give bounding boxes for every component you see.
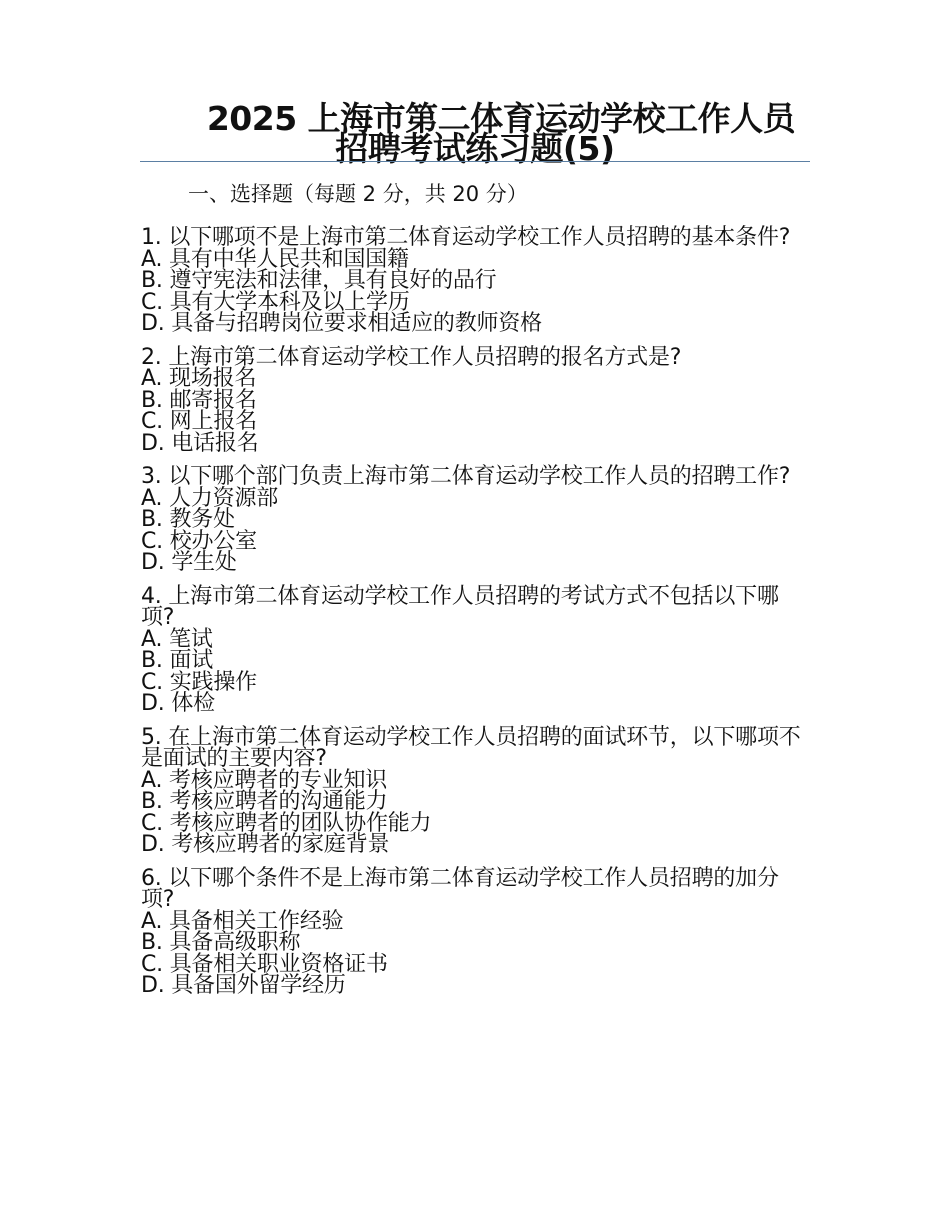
- option-c: C. 实践操作: [141, 669, 257, 695]
- document-title: [140, 99, 810, 168]
- question-text: 2. 上海市第二体育运动学校工作人员招聘的报名方式是?: [141, 344, 682, 370]
- question-3: [141, 466, 801, 574]
- option-b: B. 教务处: [141, 507, 235, 532]
- option-d: D. 体检: [141, 691, 215, 716]
- option-d: D. 具备国外留学经历: [141, 973, 346, 998]
- option-d: D. 电话报名: [141, 430, 259, 456]
- option-a: A. 现场报名: [141, 366, 257, 391]
- question-text: 4. 上海市第二体育运动学校工作人员招聘的考试方式不包括以下哪项?: [141, 583, 779, 630]
- title-line-2: 招聘考试练习题(5): [335, 129, 615, 168]
- option-d: D. 具备与招聘岗位要求相适应的教师资格: [141, 311, 542, 336]
- option-a: A. 笔试: [141, 626, 213, 652]
- question-5: [141, 724, 801, 857]
- option-b: B. 具备高级职称: [141, 930, 301, 955]
- option-a: A. 具有中华人民共和国国籍: [141, 246, 409, 272]
- option-c: C. 具备相关职业资格证书: [141, 951, 388, 977]
- option-b: B. 邮寄报名: [141, 387, 257, 413]
- option-d: D. 考核应聘者的家庭背景: [141, 832, 390, 857]
- option-a: A. 具备相关工作经验: [141, 908, 344, 934]
- option-c: C. 具有大学本科及以上学历: [141, 289, 410, 315]
- option-a: A. 人力资源部: [141, 485, 279, 511]
- title-underline-divider: [140, 161, 810, 162]
- question-1: [141, 227, 801, 335]
- option-b: B. 考核应聘者的沟通能力: [141, 789, 388, 814]
- section-heading: 一、选择题（每题 2 分，共 20 分）: [188, 182, 528, 206]
- question-2: [141, 344, 801, 456]
- question-text: 5. 在上海市第二体育运动学校工作人员招聘的面试环节，以下哪项不是面试的主要内容?: [141, 724, 801, 771]
- option-b: B. 面试: [141, 648, 214, 673]
- question-list: [141, 227, 801, 1009]
- question-text: 6. 以下哪个条件不是上海市第二体育运动学校工作人员招聘的加分项?: [141, 865, 779, 912]
- option-b: B. 遵守宪法和法律，具有良好的品行: [141, 268, 497, 293]
- question-text: 1. 以下哪项不是上海市第二体育运动学校工作人员招聘的基本条件?: [141, 225, 791, 250]
- option-a: A. 考核应聘者的专业知识: [141, 767, 388, 793]
- question-4: [141, 583, 801, 716]
- option-c: C. 网上报名: [141, 409, 257, 434]
- option-c: C. 考核应聘者的团队协作能力: [141, 810, 432, 836]
- question-text: 3. 以下哪个部门负责上海市第二体育运动学校工作人员的招聘工作?: [141, 464, 791, 489]
- title-line-1: 2025 上海市第二体育运动学校工作人员: [206, 99, 796, 138]
- option-c: C. 校办公室: [141, 528, 257, 554]
- option-d: D. 学生处: [141, 550, 237, 575]
- question-6: [141, 865, 801, 998]
